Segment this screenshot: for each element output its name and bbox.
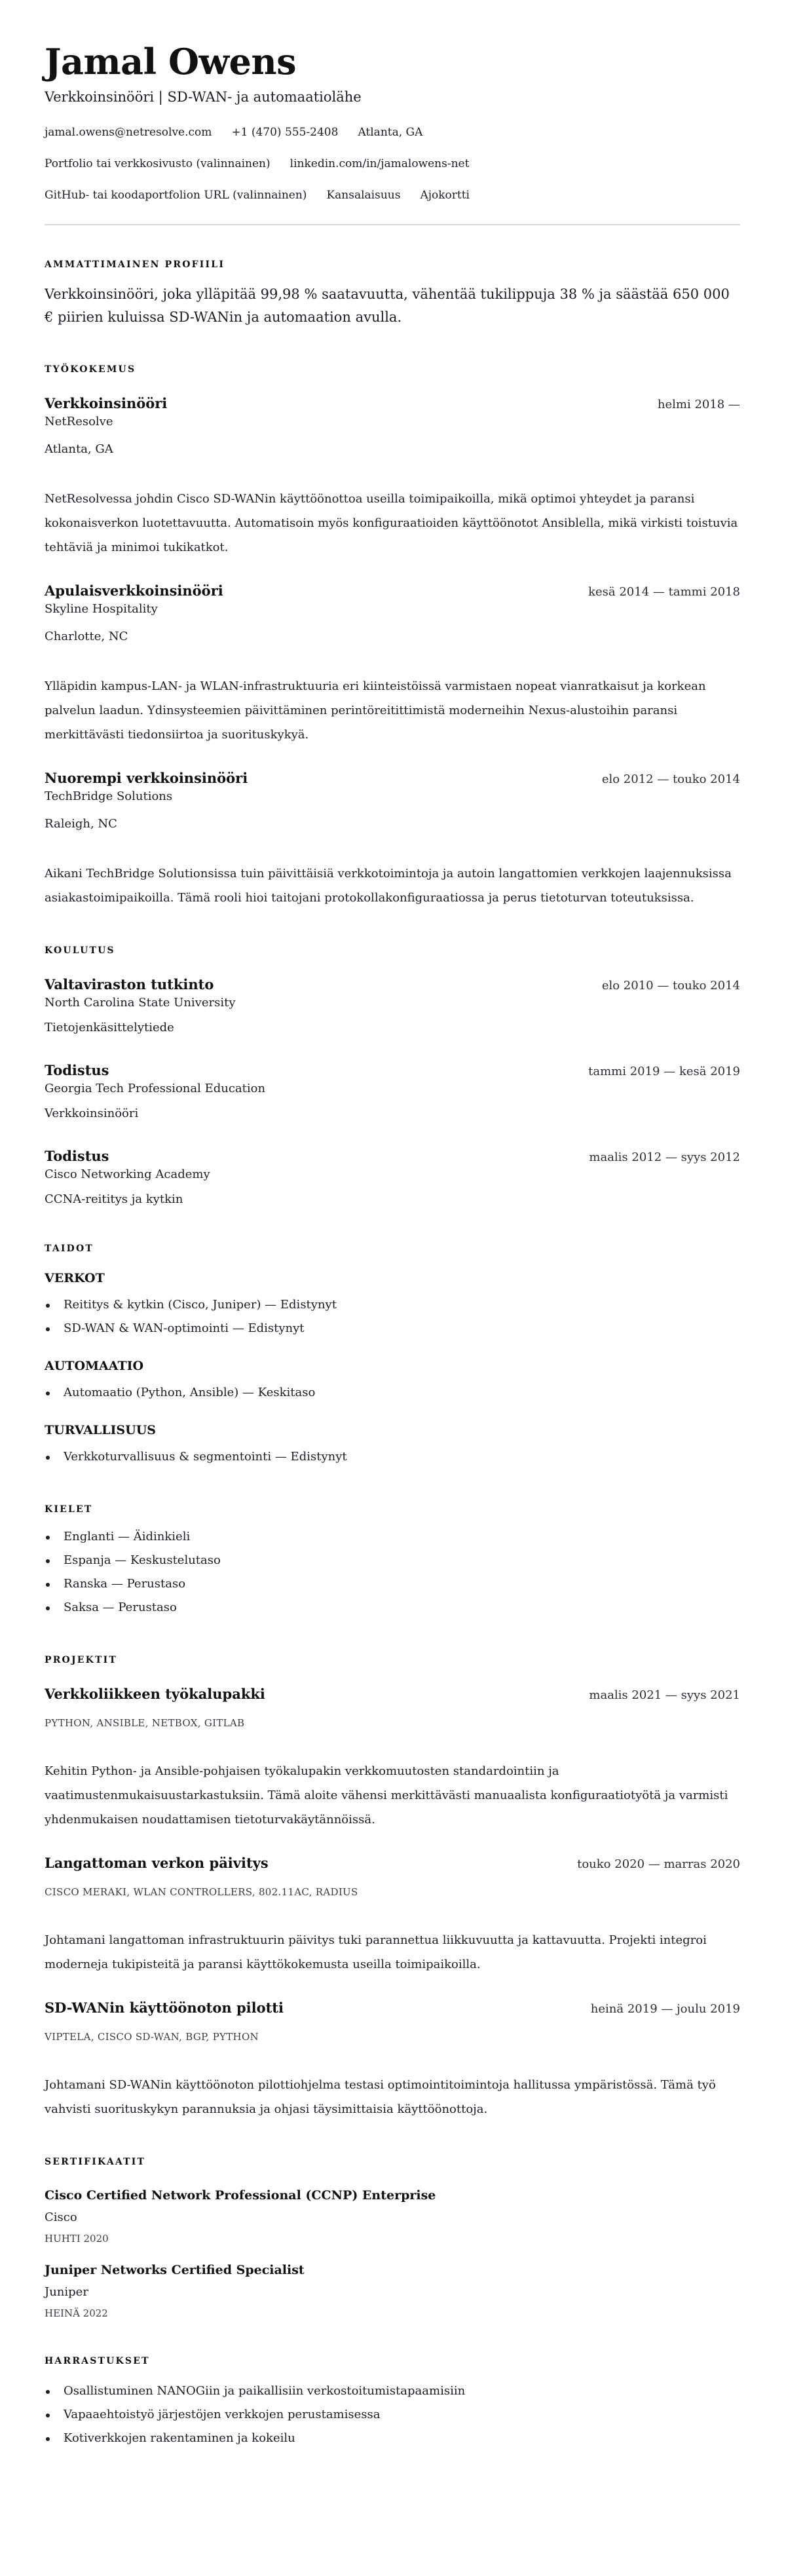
job-location: Raleigh, NC [45,817,117,831]
certification-date: HEINÄ 2022 [45,2307,108,2319]
resume-header [45,41,740,203]
certification-name: Cisco Certified Network Professional (CCNP) Enterprise [45,2188,436,2203]
project-entry [45,1999,740,2121]
hobby-item: Kotiverkkojen rakentaminen ja kokeilu [45,2427,740,2450]
education-degree: Todistus [45,1062,109,1078]
project-dates: touko 2020 — marras 2020 [577,1857,740,1871]
language-item: Englanti — Äidinkieli [45,1525,740,1549]
section-experience [45,363,740,910]
contact-linkedin[interactable]: linkedin.com/in/jamalowens-net [290,157,470,170]
certification-entry [45,2187,740,2246]
job-dates: helmi 2018 — [657,398,740,411]
skill-item: Automaatio (Python, Ansible) — Keskitaso [45,1381,740,1405]
section-title-experience: TYÖKOKEMUS [45,364,136,375]
project-title: SD-WANin käyttöönoton pilotti [45,1999,284,2016]
project-dates: maalis 2021 — syys 2021 [589,1688,740,1702]
skill-list [45,1381,740,1405]
section-profile [45,258,740,329]
project-entry [45,1854,740,1977]
contact-github[interactable]: GitHub- tai koodaportfolion URL (valinnainen) [45,189,307,202]
project-entry [45,1685,740,1832]
candidate-name: Jamal Owens [45,41,297,83]
skill-group-title: AUTOMAATIO [45,1359,144,1373]
section-title-education: KOULUTUS [45,945,115,956]
job-location: Charlotte, NC [45,630,128,643]
contact-phone[interactable]: +1 (470) 555-2408 [231,126,339,139]
section-hobbies [45,2355,740,2450]
section-title-profile: AMMATTIMAINEN PROFIILI [45,259,225,270]
certification-issuer: Cisco [45,2210,77,2224]
job-title: Nuorempi verkkoinsinööri [45,770,248,786]
candidate-headline: Verkkoinsinööri | SD-WAN- ja automaatiolähe [45,89,362,105]
education-entry [45,1061,740,1122]
header-divider [45,224,740,225]
contact-email[interactable]: jamal.owens@netresolve.com [45,126,212,139]
job-description: Aikani TechBridge Solutionsissa tuin päivittäisiä verkkotoimintoja ja autoin langattomien verkkojen laajennuksissa asiakastoimipaikoilla. Tämä rooli hioi taitojani protokollakonfiguraatiossa ja perus tietoturvan toteutuksissa. [45,867,732,905]
project-description: Johtamani langattoman infrastruktuurin päivitys tuki parannettua liikkuvuutta ja kattavuutta. Projekti integroi moderneja tukipisteitä ja paransi käyttökokemusta useilla toimipaikoilla. [45,1933,707,1971]
section-title-projects: PROJEKTIT [45,1655,118,1665]
education-dates: elo 2010 — touko 2014 [601,979,740,993]
job-dates: elo 2012 — touko 2014 [601,772,740,786]
skill-group-title: TURVALLISUUS [45,1423,157,1437]
job-description: NetResolvessa johdin Cisco SD-WANin käyttöönottoa useilla toimipaikoilla, mikä optimoi yhteydet ja paransi kokonaisverkon luotettavuutta. Automatisoin myös konfiguraatioiden käyttöönotot Ansiblella, mikä virkisti toistuvia tehtäviä ja minimoi tukikatkot. [45,492,738,554]
section-projects [45,1654,740,2121]
section-title-hobbies: HARRASTUKSET [45,2356,150,2366]
job-title: Apulaisverkkoinsinööri [45,582,223,599]
skill-list [45,1445,740,1469]
job-company: Skyline Hospitality [45,602,158,616]
section-title-skills: TAIDOT [45,1243,94,1254]
skill-item: Reititys & kytkin (Cisco, Juniper) — Edistynyt [45,1293,740,1317]
skill-item: SD-WAN & WAN-optimointi — Edistynyt [45,1317,740,1340]
project-tech-stack: VIPTELA, CISCO SD-WAN, BGP, PYTHON [45,2031,259,2043]
education-entry [45,1147,740,1208]
education-dates: maalis 2012 — syys 2012 [589,1150,740,1164]
job-description: Ylläpidin kampus-LAN- ja WLAN-infrastruktuuria eri kiinteistöissä varmistaen nopeat vianratkaisut ja korkean palvelun laadun. Ydinsysteemien päivittäminen perintöreitittimistä moderneihin Nexus-alustoihin paransi merkittävästi tiedonsiirtoa ja suorituskykyä. [45,679,706,742]
section-certifications [45,2155,740,2320]
section-title-certifications: SERTIFIKAATIT [45,2157,146,2167]
skill-list [45,1293,740,1340]
job-location: Atlanta, GA [45,442,113,456]
contact-row-primary [45,124,740,140]
certification-entry [45,2262,740,2320]
education-field: Verkkoinsinööri [45,1107,139,1120]
certification-date: HUHTI 2020 [45,2233,109,2245]
language-list [45,1525,740,1619]
hobby-item: Vapaaehtoistyö järjestöjen verkkojen perustamisessa [45,2403,740,2427]
contact-citizenship: Kansalaisuus [326,189,401,202]
project-description: Johtamani SD-WANin käyttöönoton pilottiohjelma testasi optimointitoimintoja hallitussa ympäristössä. Tämä työ vahvisti suorituskykyn parannuksia ja ohjasi täysimittaisia käyttöönottoja. [45,2078,716,2116]
hobby-list [45,2379,740,2450]
skill-item: Verkkoturvallisuus & segmentointi — Edistynyt [45,1445,740,1469]
education-school: Cisco Networking Academy [45,1167,210,1181]
profile-summary: Verkkoinsinööri, joka ylläpitää 99,98 % saatavuutta, vähentää tukilippuja 38 % ja säästää 650 000 € piirien kuluissa SD-WANin ja automaation avulla. [45,286,730,325]
section-languages [45,1503,740,1619]
job-title: Verkkoinsinööri [45,395,168,411]
contact-row-extra [45,187,740,203]
section-education [45,944,740,1208]
job-entry [45,769,740,910]
skill-group-title: VERKOT [45,1271,105,1285]
education-school: North Carolina State University [45,996,236,1010]
certification-name: Juniper Networks Certified Specialist [45,2263,305,2277]
project-tech-stack: PYTHON, ANSIBLE, NETBOX, GITLAB [45,1717,245,1729]
job-dates: kesä 2014 — tammi 2018 [588,585,740,599]
education-entry [45,975,740,1036]
language-item: Ranska — Perustaso [45,1572,740,1596]
job-company: TechBridge Solutions [45,789,173,803]
project-tech-stack: CISCO MERAKI, WLAN CONTROLLERS, 802.11AC, RADIUS [45,1886,358,1898]
education-field: CCNA-reititys ja kytkin [45,1192,183,1206]
section-skills [45,1242,740,1469]
project-description: Kehitin Python- ja Ansible-pohjaisen työkalupakin verkkomuutosten standardointiin ja vaatimustenmukaisuustarkastuksiin. Tämä aloite vähensi merkittävästi manuaalista konfiguraatiotyötä ja varmisti yhdenmukaisen noudattamisen tietoturvakäytännöissä. [45,1764,728,1827]
job-entry [45,394,740,559]
education-field: Tietojenkäsittelytiede [45,1021,174,1034]
education-dates: tammi 2019 — kesä 2019 [588,1065,740,1078]
education-degree: Todistus [45,1148,109,1164]
contact-drivers-license: Ajokortti [420,189,470,202]
contact-location: Atlanta, GA [358,126,423,139]
job-company: NetResolve [45,415,113,428]
project-title: Langattoman verkon päivitys [45,1855,269,1871]
contact-row-links [45,156,740,172]
education-school: Georgia Tech Professional Education [45,1082,266,1095]
language-item: Saksa — Perustaso [45,1596,740,1619]
job-entry [45,582,740,747]
certification-issuer: Juniper [45,2285,88,2299]
education-degree: Valtaviraston tutkinto [45,976,214,993]
project-title: Verkkoliikkeen työkalupakki [45,1686,265,1702]
hobby-item: Osallistuminen NANOGiin ja paikallisiin verkostoitumistapaamisiin [45,2379,740,2403]
project-dates: heinä 2019 — joulu 2019 [590,2002,740,2016]
section-title-languages: KIELET [45,1504,93,1515]
language-item: Espanja — Keskustelutaso [45,1549,740,1572]
contact-portfolio[interactable]: Portfolio tai verkkosivusto (valinnainen) [45,157,271,170]
